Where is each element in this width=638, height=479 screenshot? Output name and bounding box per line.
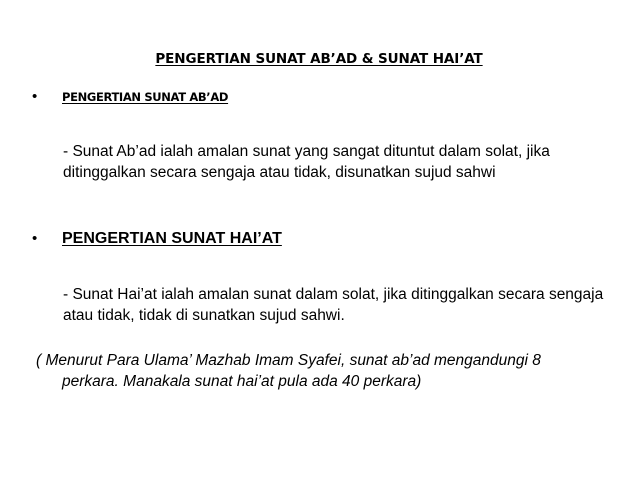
slide-title: PENGERTIAN SUNAT AB’AD & SUNAT HAI’AT xyxy=(155,51,483,67)
section-haiat-heading-row xyxy=(32,230,282,248)
section-abad-heading: PENGERTIAN SUNAT AB’AD xyxy=(62,90,229,104)
section-abad-body: - Sunat Ab’ad ialah amalan sunat yang sangat dituntut dalam solat, jika ditinggalkan secara sengaja atau tidak, disunatkan sujud sahwi xyxy=(63,143,550,181)
bullet-icon: • xyxy=(32,230,38,247)
footnote: ( Menurut Para Ulama’ Mazhab Imam Syafei, sunat ab’ad mengandungi 8 perkara. Manakala sunat hai’at pula ada 40 perkara) xyxy=(36,352,541,390)
section-abad-heading-row xyxy=(32,88,228,105)
section-haiat-heading: PENGERTIAN SUNAT HAI’AT xyxy=(62,230,282,247)
bullet-icon: • xyxy=(32,88,38,105)
section-haiat-body: - Sunat Hai’at ialah amalan sunat dalam solat, jika ditinggalkan secara sengaja atau tidak, tidak di sunatkan sujud sahwi. xyxy=(63,286,604,324)
